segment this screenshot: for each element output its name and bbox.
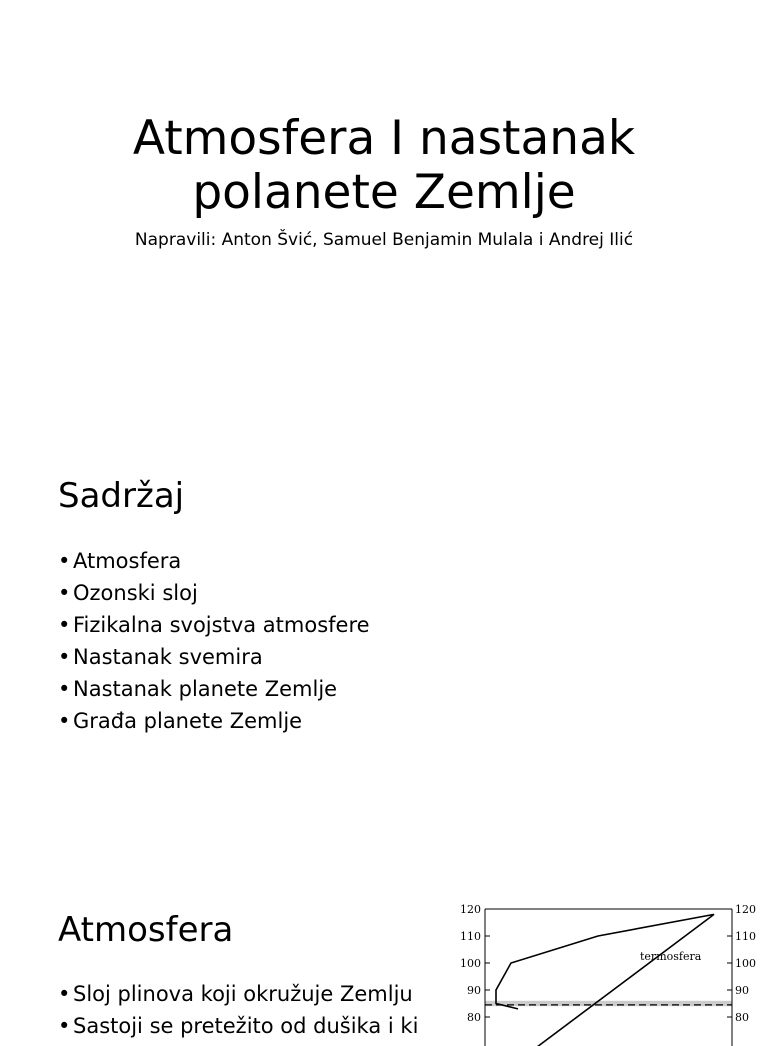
right-tick-label: 110 [735,930,756,943]
bullet-icon: • [58,982,71,1006]
left-tick-label: 90 [467,984,481,997]
left-tick-label: 100 [460,957,481,970]
right-tick-label: 120 [735,903,756,916]
bullet-icon: • [58,709,71,733]
bullet-icon: • [58,581,71,605]
list-item: • Ozonski sloj [58,577,370,609]
authors-subtitle: Napravili: Anton Švić, Samuel Benjamin Mulala i Andrej Ilić [134,230,634,250]
bullet-icon: • [58,677,71,701]
left-tick-label: 110 [460,930,481,943]
title-line-1: Atmosfera I nastanak [132,111,636,166]
right-tick-label: 90 [735,984,749,997]
contents-slide [0,440,768,860]
list-item: • Atmosfera [58,545,370,577]
list-item: • Sloj plinova koji okružuje Zemlju [58,978,418,1010]
termosfera-label: termosfera [640,950,702,963]
contents-list [58,545,370,737]
presentation-title [0,112,768,220]
list-item: • Sastoji se pretežito od dušika i ki [58,1010,418,1042]
list-item: • Nastanak planete Zemlje [58,673,370,705]
temperature-profile-line [496,914,714,1046]
atmosphere-temperature-chart [440,896,756,1046]
bullet-icon: • [58,1014,71,1038]
list-item: • Nastanak svemira [58,641,370,673]
atmosphere-list [58,978,418,1042]
bullet-icon: • [58,645,71,669]
bullet-icon: • [58,549,71,573]
right-tick-label: 80 [735,1011,749,1024]
atmosphere-slide [0,880,768,1038]
title-slide [0,0,768,420]
slide-heading: Atmosfera [58,910,234,950]
bullet-icon: • [58,613,71,637]
list-item: • Građa planete Zemlje [58,705,370,737]
left-tick-label: 120 [460,903,481,916]
slide-heading: Sadržaj [58,476,185,516]
list-item: • Fizikalna svojstva atmosfere [58,609,370,641]
title-line-2: polanete Zemlje [192,165,576,220]
right-tick-label: 100 [735,957,756,970]
left-tick-label: 80 [467,1011,481,1024]
